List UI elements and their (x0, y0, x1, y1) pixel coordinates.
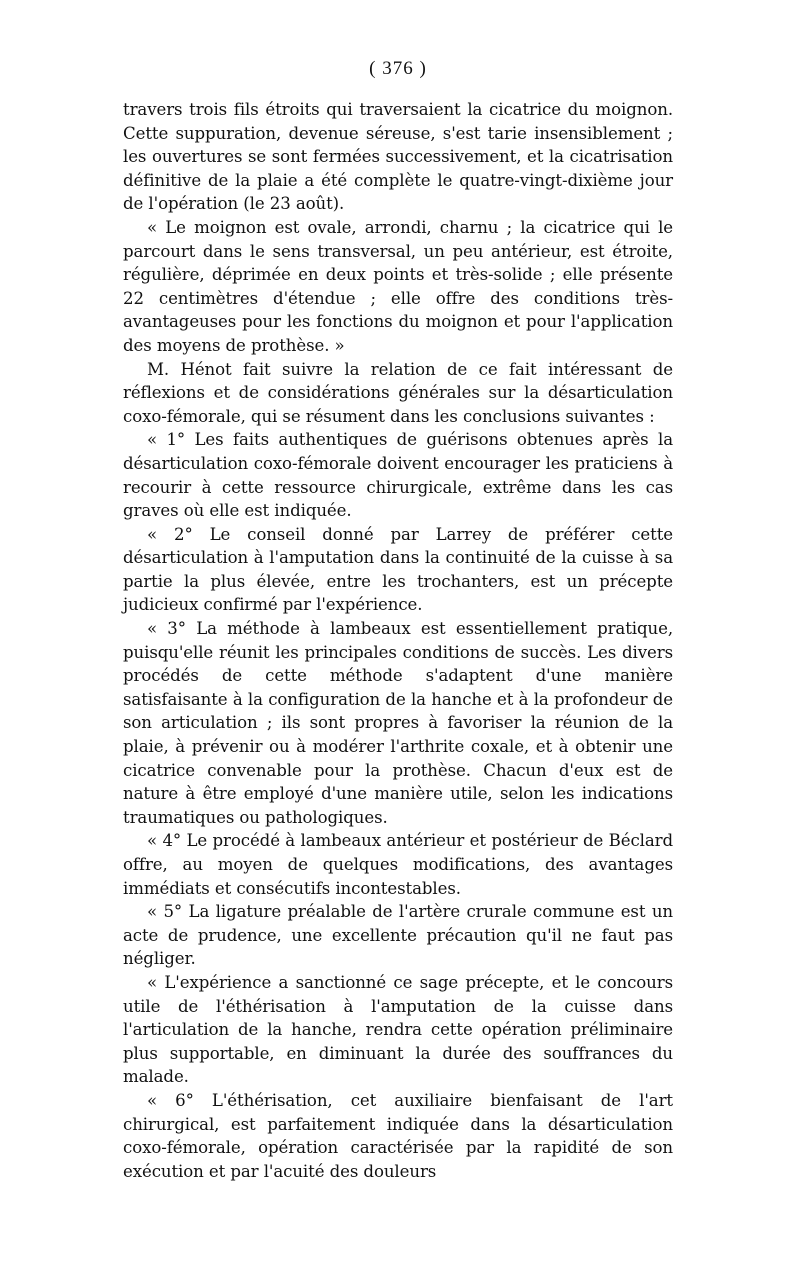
paragraph-henot-reflections: M. Hénot fait suivre la relation de ce fait intéressant de réflexions et de considérations générales sur la désarticulation coxo-fémorale, qui se résument dans les conclusions suivantes : (123, 359, 673, 426)
body-text (123, 98, 673, 1183)
paragraph-conclusion-4: « 4° Le procédé à lambeaux antérieur et postérieur de Béclard offre, au moyen de quelques modifications, des avantages immédiats et consécutifs incontestables. (123, 831, 673, 898)
paragraph-conclusion-6: « 6° L'éthérisation, cet auxiliaire bienfaisant de l'art chirurgical, est parfaitement indiquée dans la désarticulation coxo-fémorale, opération caractérisée par la rapidité de son exécution et par l'acuité des douleurs (123, 1090, 673, 1181)
paragraph-continuation: travers trois fils étroits qui traversaient la cicatrice du moignon. Cette suppuration, devenue séreuse, s'est tarie insensiblement ; les ouvertures se sont fermées successivement, et la cicatrisation définitive de la plaie a été complète le quatre-vingt-dixième jour de l'opération (le 23 août). (123, 100, 673, 214)
paragraph-stump-description: « Le moignon est ovale, arrondi, charnu ; la cicatrice qui le parcourt dans le sens transversal, un peu antérieur, est étroite, régulière, déprimée en deux points et très-solide ; elle présente 22 centimètres d'étendue ; elle offre des conditions très-avantageuses pour les fonctions du moignon et pour l'application des moyens de prothèse. » (123, 217, 673, 355)
page-number: ( 376 ) (369, 58, 427, 79)
document-page (123, 58, 673, 1183)
paragraph-conclusion-5: « 5° La ligature préalable de l'artère crurale commune est un acte de prudence, une excellente précaution qu'il ne faut pas négliger. (123, 902, 673, 969)
paragraph-conclusion-3: « 3° La méthode à lambeaux est essentiellement pratique, puisqu'elle réunit les principales conditions de succès. Les divers procédés de cette méthode s'adaptent d'une manière satisfaisante à la configuration de la hanche et à la profondeur de son articulation ; ils sont propres à favoriser la réunion de la plaie, à prévenir ou à modérer l'arthrite coxale, et à obtenir une cicatrice convenable pour la prothèse. Chacun d'eux est de nature à être employé d'une manière utile, selon les indications traumatiques ou pathologiques. (123, 619, 673, 827)
paragraph-conclusion-2: « 2° Le conseil donné par Larrey de préférer cette désarticulation à l'amputation dans la continuité de la cuisse à sa partie la plus élevée, entre les trochanters, est un précepte judicieux confirmé par l'expérience. (123, 524, 673, 615)
paragraph-conclusion-1: « 1° Les faits authentiques de guérisons obtenues après la désarticulation coxo-fémorale doivent encourager les praticiens à recourir à cette ressource chirurgicale, extrême dans les cas graves où elle est indiquée. (123, 430, 673, 521)
paragraph-experience: « L'expérience a sanctionné ce sage précepte, et le concours utile de l'éthérisation à l'amputation de la cuisse dans l'articulation de la hanche, rendra cette opération préliminaire plus supportable, en diminuant la durée des souffrances du malade. (123, 972, 673, 1087)
